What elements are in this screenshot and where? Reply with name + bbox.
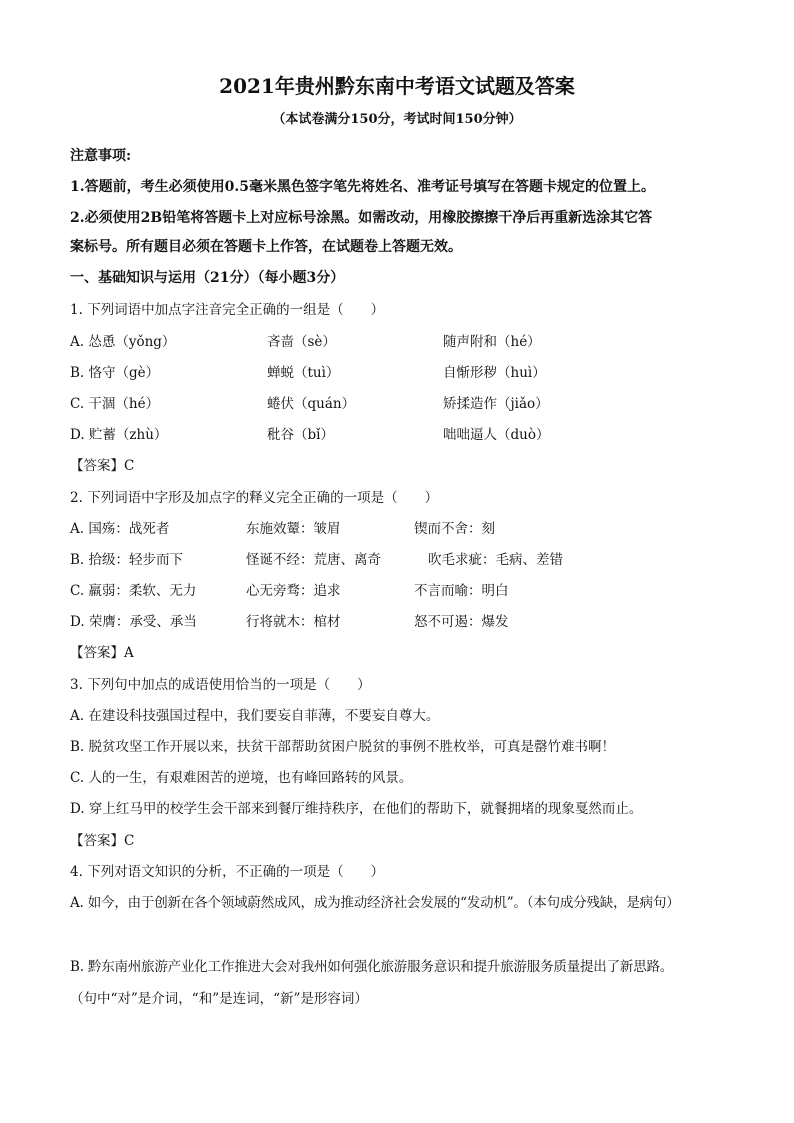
notice-heading: 注意事项: bbox=[70, 148, 132, 164]
q2-option-b-2: 怪诞不经：荒唐、离奇 bbox=[246, 552, 381, 568]
page-subtitle: （本试卷满分150分，考试时间150分钟） bbox=[272, 112, 522, 127]
q1-option-d-3: 咄咄逼人（duò） bbox=[443, 427, 550, 443]
q2-option-b-3: 吹毛求疵：毛病、差错 bbox=[428, 552, 563, 568]
q1-option-a-3: 随声附和（hé） bbox=[443, 334, 541, 350]
q2-option-c-2: 心无旁骛：追求 bbox=[246, 583, 341, 599]
page-title: 2021年贵州黔东南中考语文试题及答案 bbox=[219, 74, 575, 98]
q3-option-d: D. 穿上红马甲的校学生会干部来到餐厅维持秩序，在他们的帮助下，就餐拥堵的现象戛然而止。 bbox=[70, 801, 643, 817]
q2-stem: 2. 下列词语中字形及加点字的释义完全正确的一项是（ ） bbox=[70, 490, 439, 506]
q1-option-d-1: D. 贮蓄（zhù） bbox=[70, 427, 168, 443]
q2-option-a-2: 东施效颦：皱眉 bbox=[246, 521, 341, 537]
q4-stem: 4. 下列对语文知识的分析，不正确的一项是（ ） bbox=[70, 864, 385, 880]
q2-option-b-1: B. 拾级：轻步而下 bbox=[70, 552, 184, 568]
notice-item-2-line-2: 案标号。所有题目必须在答题卡上作答，在试题卷上答题无效。 bbox=[70, 239, 462, 255]
q2-option-d-3: 怒不可遏：爆发 bbox=[414, 614, 509, 630]
q1-stem: 1. 下列词语中加点字注音完全正确的一组是（ ） bbox=[70, 302, 385, 318]
q2-option-c-3: 不言而喻：明白 bbox=[414, 583, 509, 599]
q3-option-b: B. 脱贫攻坚工作开展以来，扶贫干部帮助贫困户脱贫的事例不胜枚举，可真是罄竹难书啊！ bbox=[70, 739, 616, 755]
q3-option-a: A. 在建设科技强国过程中，我们要妄自菲薄，不要妄自尊大。 bbox=[70, 708, 440, 724]
q2-option-a-3: 锲而不舍：刻 bbox=[414, 521, 495, 537]
q1-option-b-3: 自惭形秽（huì） bbox=[443, 365, 546, 381]
q2-option-c-1: C. 羸弱：柔软、无力 bbox=[70, 583, 197, 599]
q3-stem: 3. 下列句中加点的成语使用恰当的一项是（ ） bbox=[70, 677, 371, 693]
q1-answer: 【答案】C bbox=[70, 458, 135, 474]
q1-option-c-3: 矫揉造作（jiǎo） bbox=[443, 396, 549, 412]
q4-option-b-line-1: B. 黔东南州旅游产业化工作推进大会对我州如何强化旅游服务意识和提升旅游服务质量提出了新思路。 bbox=[70, 959, 674, 975]
q3-option-c: C. 人的一生，有艰难困苦的逆境，也有峰回路转的风景。 bbox=[70, 770, 413, 786]
q1-option-a-2: 吝啬（sè） bbox=[267, 334, 336, 350]
q2-option-d-1: D. 荣膺：承受、承当 bbox=[70, 614, 197, 630]
q1-option-a-1: A. 怂恿（yǒng） bbox=[70, 334, 176, 350]
q1-option-c-1: C. 干涸（hé） bbox=[70, 396, 160, 412]
q4-option-b-line-2: （句中“对”是介词，“和”是连词，“新”是形容词） bbox=[70, 991, 368, 1007]
notice-item-2-line-1: 2.必须使用2B铅笔将答题卡上对应标号涂黑。如需改动，用橡胶擦擦干净后再重新选涂其它答 bbox=[70, 210, 653, 226]
q1-option-b-2: 蝉蜕（tuì） bbox=[267, 365, 340, 381]
q1-option-b-1: B. 恪守（gè） bbox=[70, 365, 160, 381]
section-heading: 一、基础知识与运用（21分）（每小题3分） bbox=[70, 270, 345, 286]
q2-option-d-2: 行将就木：棺材 bbox=[246, 614, 341, 630]
q2-answer: 【答案】A bbox=[70, 645, 134, 661]
q4-option-a: A. 如今，由于创新在各个领域蔚然成风，成为推动经济社会发展的“发动机”。（本句成分残缺，是病句） bbox=[70, 895, 680, 911]
q2-option-a-1: A. 国殇：战死者 bbox=[70, 521, 170, 537]
q1-option-d-2: 秕谷（bǐ） bbox=[267, 427, 334, 443]
q1-option-c-2: 蜷伏（quán） bbox=[267, 396, 356, 412]
q3-answer: 【答案】C bbox=[70, 833, 135, 849]
notice-item-1: 1.答题前，考生必须使用0.5毫米黑色签字笔先将姓名、准考证号填写在答题卡规定的位置上。 bbox=[70, 179, 655, 195]
